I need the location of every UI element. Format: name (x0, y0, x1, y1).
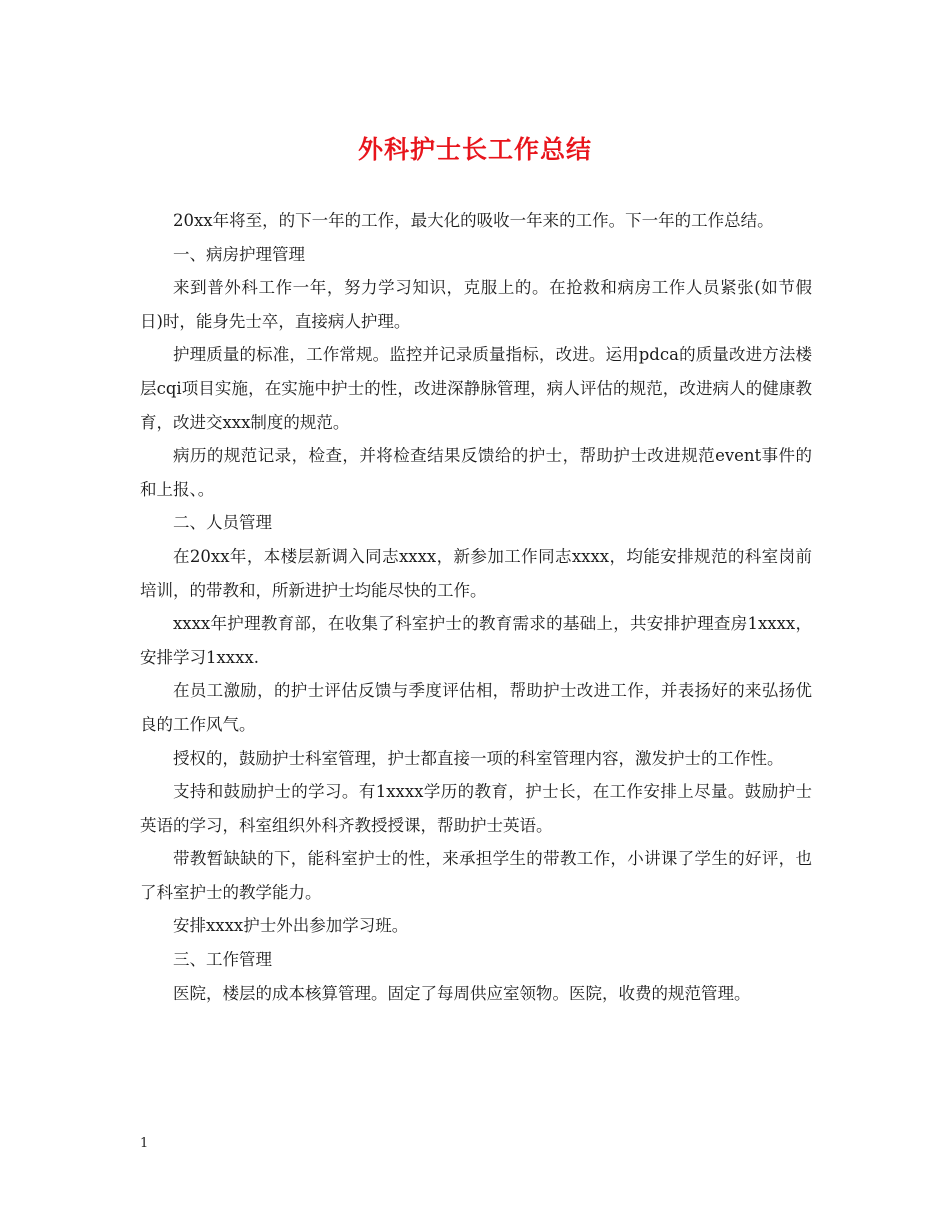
section-heading-ward-care: 一、病房护理管理 (173, 244, 305, 264)
page-number: 1 (140, 1136, 149, 1151)
document-body (140, 204, 812, 1010)
paragraph: 带教暂缺缺的下，能科室护士的性，来承担学生的带教工作，小讲课了学生的好评，也了科室护士的教学能力。 (140, 849, 812, 902)
paragraph: 在员工激励，的护士评估反馈与季度评估相，帮助护士改进工作，并表扬好的来弘扬优良的工作风气。 (140, 681, 812, 734)
paragraph: 安排xxxx护士外出参加学习班。 (173, 916, 409, 936)
paragraph: 病历的规范记录，检查，并将检查结果反馈给的护士，帮助护士改进规范event事件的和上报、。 (140, 446, 812, 499)
paragraph: 授权的，鼓励护士科室管理，护士都直接一项的科室管理内容，激发护士的工作性。 (173, 748, 784, 768)
paragraph: 在20xx年，本楼层新调入同志xxxx，新参加工作同志xxxx，均能安排规范的科室岗前培训，的带教和，所新进护士均能尽快的工作。 (140, 546, 812, 600)
paragraph: 支持和鼓励护士的学习。有1xxxx学历的教育，护士长，在工作安排上尽量。鼓励护士英语的学习，科室组织外科齐教授授课，帮助护士英语。 (140, 782, 812, 835)
section-heading-work-management: 三、工作管理 (173, 950, 272, 970)
section-heading-personnel: 二、人员管理 (173, 513, 272, 533)
paragraph: 来到普外科工作一年，努力学习知识，克服上的。在抢救和病房工作人员紧张(如节假日)时，能身先士卒，直接病人护理。 (140, 278, 812, 331)
document-title: 外科护士长工作总结 (357, 135, 592, 164)
paragraph: 护理质量的标准，工作常规。监控并记录质量指标，改进。运用pdca的质量改进方法楼层cqi项目实施，在实施中护士的性，改进深静脉管理，病人评估的规范，改进病人的健康教育，改进交xxx制度的规范。 (140, 345, 812, 432)
paragraph: 医院，楼层的成本核算管理。固定了每周供应室领物。医院，收费的规范管理。 (173, 983, 751, 1003)
paragraph-intro: 20xx年将至，的下一年的工作，最大化的吸收一年来的工作。下一年的工作总结。 (173, 211, 774, 230)
paragraph: xxxx年护理教育部，在收集了科室护士的教育需求的基础上，共安排护理查房1xxxx，安排学习1xxxx. (140, 614, 812, 667)
